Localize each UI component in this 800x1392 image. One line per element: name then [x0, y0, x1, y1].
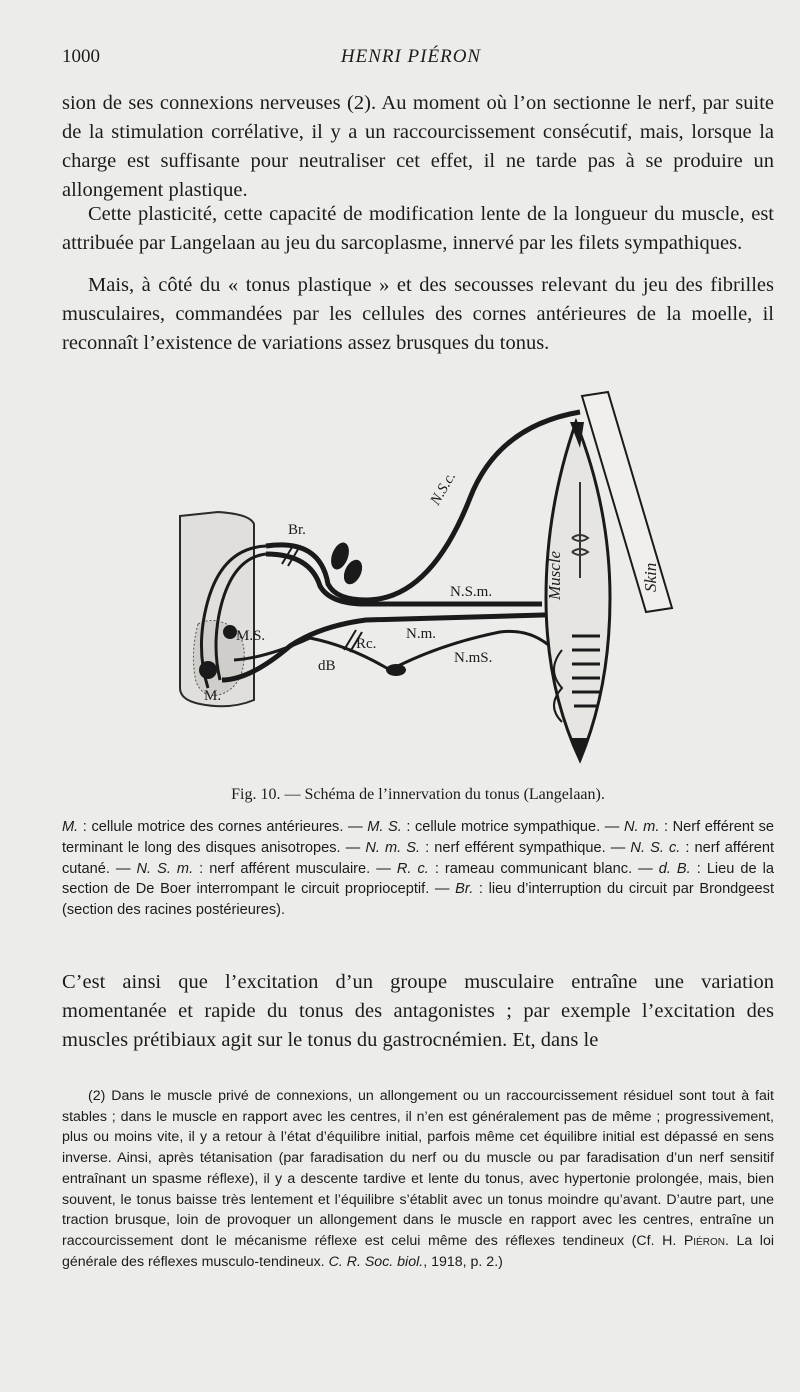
label-nms: N.mS. — [454, 650, 493, 666]
sympathetic-ganglion — [386, 664, 406, 676]
paragraph-1: sion de ses connexions nerveuses (2). Au moment où l’on sectionne le nerf, par suite de la stimulation corrélative, il y a un raccourcissement consécutif, mais, lorsque la charge est suffisante pour neutraliser cet effet, il ne tarde pas à se produire un allongement plastique. — [62, 92, 774, 201]
legend-abbr: Br. — [455, 881, 474, 898]
footnote-title: . La loi générale des réflexes musculo-tendineux. — [62, 1232, 774, 1270]
legend-abbr: R. c. — [396, 860, 429, 877]
legend-abbr: d. B. — [658, 860, 691, 877]
footnote-text: (2) Dans le muscle privé de connexions, un allongement ou un raccourcissement résiduel sont tout à fait stables ; dans le muscle en rapport avec les centres, il n’en est généralement pas de même ; progressivement, plus ou moins vite, il y a retour à l’état d’équilibre initial, parfois même cet équilibre initial est dépassé en sens inverse. Ainsi, après tétanisation (par faradisation du nerf ou du muscle ou par faradisation d’un nerf sensitif entraînant un spasme réflexe), il y a descente tardive et lente du tonus, avec hypertonie prolongée, mais, bien souvent, le tonus baisse très lentement et l’équilibre s’établit avec un tonus moindre qu’avant. D’autre part, une traction brusque, loin de provoquer un allongement dans le muscle en rapport avec les centres, entraîne un raccourcissement dont le mécanisme réflexe est celui même des réflexes tendineux (Cf. — [62, 1088, 774, 1249]
footnote-end: , 1918, p. 2.) — [423, 1253, 503, 1270]
figure-legend — [62, 817, 774, 921]
label-br: Br. — [288, 522, 306, 538]
page-number: 1000 — [62, 46, 100, 67]
paragraph-3: Mais, à côté du « tonus plastique » et des secousses relevant du jeu des fibrilles musculaires, commandées par les cellules des cornes antérieures de la moelle, il reconnaît l’existence de variations assez brusques du tonus. — [62, 274, 774, 354]
legend-text: : nerf afférent cutané. — — [62, 839, 775, 877]
legend-text: : lieu d’interruption du circuit par Brondgeest (section des racines postérieures). — [62, 881, 775, 919]
figure-caption — [62, 786, 774, 804]
label-skin: Skin — [641, 562, 660, 592]
nerve-nsm — [266, 554, 542, 604]
label-m: M. — [204, 688, 222, 704]
footnote-author: H. Piéron — [662, 1232, 725, 1249]
legend-abbr: N. S. c. — [630, 839, 681, 856]
label-nsm: N.S.m. — [450, 584, 493, 600]
cell-m — [199, 661, 217, 679]
figure-number: Fig. 10. — [231, 786, 281, 803]
page-header — [62, 46, 760, 72]
legend-text: : nerf efférent sympathique. — — [420, 839, 631, 856]
legend-text: : cellule motrice des cornes antérieures. — — [78, 819, 368, 835]
footnote — [62, 1086, 774, 1272]
figure-title: — Schéma de l’innervation du tonus (Langelaan). — [280, 786, 605, 803]
legend-text: : nerf afférent musculaire. — — [193, 860, 397, 877]
legend-text: : rameau communicant blanc. — — [428, 860, 659, 877]
label-db: dB — [318, 658, 336, 674]
label-rc: Rc. — [356, 636, 377, 652]
running-title: HENRI PIÉRON — [340, 46, 482, 67]
legend-abbr: M. S. — [367, 819, 402, 835]
label-nm: N.m. — [406, 626, 436, 642]
legend-abbr: M. — [62, 819, 79, 835]
legend-text: : Nerf efférent se terminant le long des disques anisotropes. — — [62, 819, 775, 856]
innervation-diagram — [170, 388, 680, 768]
footnote-source: C. R. Soc. biol. — [328, 1253, 424, 1270]
label-ms: M.S. — [236, 628, 266, 644]
label-nsc: N.S.c. — [427, 469, 460, 508]
legend-abbr: N. m. S. — [365, 839, 421, 856]
legend-abbr: N. m. — [623, 819, 660, 835]
legend-abbr: N. S. m. — [136, 860, 194, 877]
label-muscle: Muscle — [545, 550, 564, 600]
legend-text: : Lieu de la section de De Boer interrompant le circuit proprioceptif. — — [62, 860, 775, 898]
legend-text: : cellule motrice sympathique. — — [401, 819, 624, 835]
paragraph-4: C’est ainsi que l’excitation d’un groupe musculaire entraîne une variation momentanée et rapide du tonus des antagonistes ; par exemple l’excitation des muscles prétibiaux agit sur le tonus du gastrocnémien. Et, dans le — [62, 971, 774, 1051]
innervation-diagram-svg — [170, 388, 680, 768]
cell-ms — [223, 625, 237, 639]
paragraph-2: Cette plasticité, cette capacité de modification lente de la longueur du muscle, est attribuée par Langelaan au jeu du sarcoplasme, innervé par les filets sympathiques. — [62, 203, 774, 254]
